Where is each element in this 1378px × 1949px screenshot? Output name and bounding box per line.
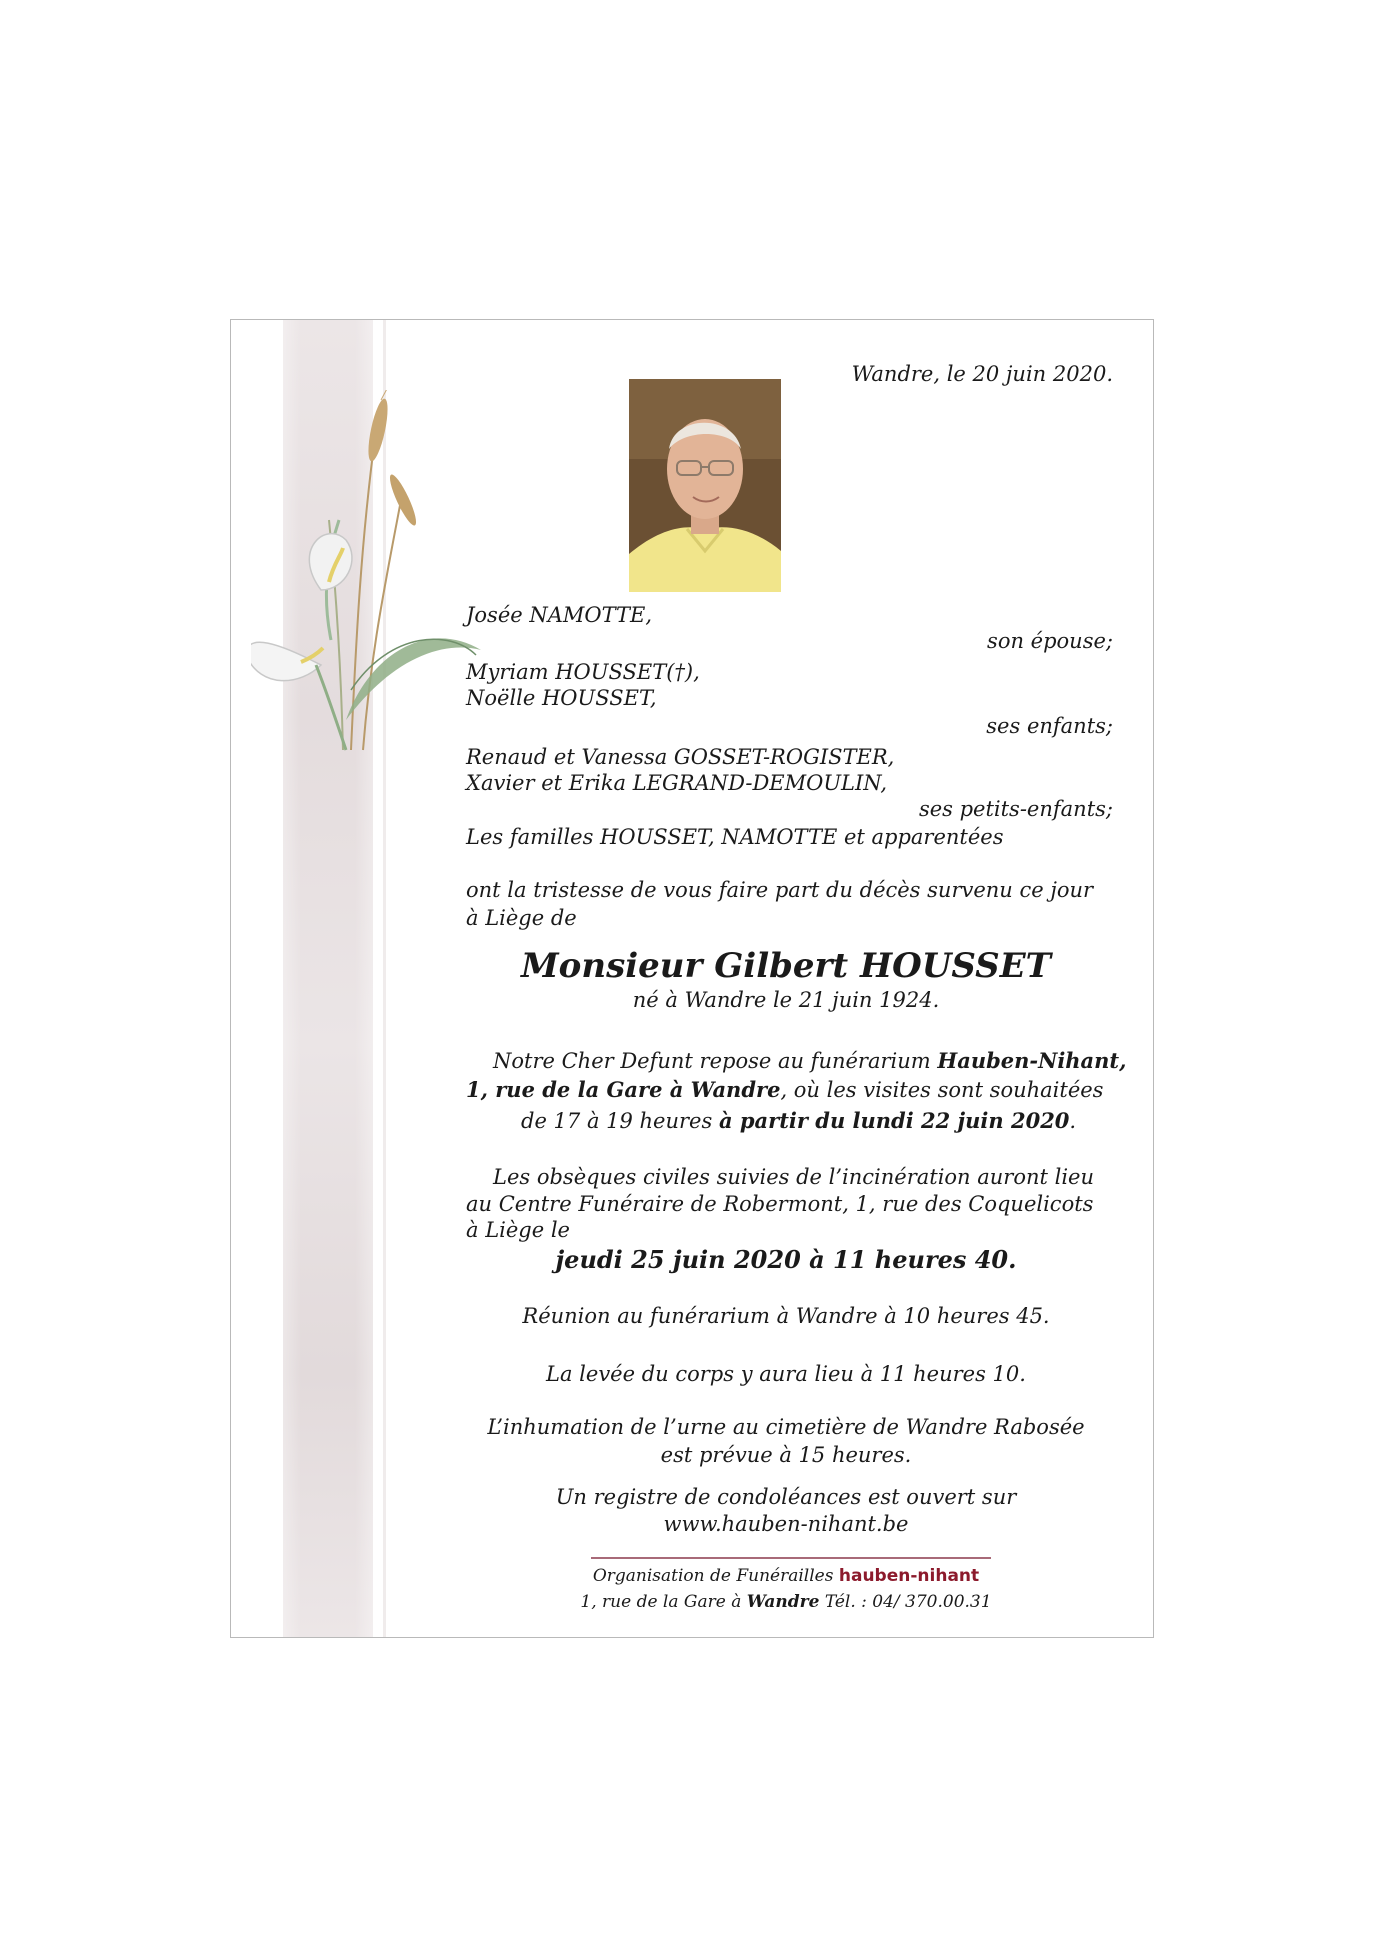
family-grandchild-name: Renaud et Vanessa GOSSET-ROGISTER, xyxy=(466,745,895,769)
reunion-line: Réunion au funérarium à Wandre à 10 heures 45. xyxy=(522,1304,1050,1328)
calla-lily-wheat-illustration xyxy=(251,390,481,760)
deceased-photo xyxy=(629,379,781,592)
date-line: Wandre, le 20 juin 2020. xyxy=(851,362,1113,386)
brand-logo: hauben-nihant xyxy=(838,1566,980,1586)
inhumation-line: L’inhumation de l’urne au cimetière de Wandre Rabosée xyxy=(487,1415,1085,1439)
footer-address: 1, rue de la Gare à Wandre Tél. : 04/ 370.00.31 xyxy=(580,1592,992,1612)
ceremony-date: jeudi 25 juin 2020 à 11 heures 40. xyxy=(555,1245,1017,1274)
family-children-relation: ses enfants; xyxy=(986,714,1113,738)
ceremony-line: au Centre Funéraire de Robermont, 1, rue des Coquelicots xyxy=(466,1192,1094,1216)
family-child-name: Myriam HOUSSET(†), xyxy=(466,660,700,684)
deceased-birth: né à Wandre le 21 juin 1924. xyxy=(632,988,940,1012)
family-relatives: Les familles HOUSSET, NAMOTTE et apparentées xyxy=(466,825,1004,849)
registry-url[interactable]: www.hauben-nihant.be xyxy=(663,1512,909,1536)
visitation-line-2: 1, rue de la Gare à Wandre, où les visites sont souhaitées xyxy=(466,1077,1104,1102)
footer-rule xyxy=(591,1557,991,1559)
family-spouse-relation: son épouse; xyxy=(987,629,1113,653)
family-spouse-name: Josée NAMOTTE, xyxy=(466,603,653,627)
family-child-name: Noëlle HOUSSET, xyxy=(466,686,657,710)
levee-line: La levée du corps y aura lieu à 11 heures 10. xyxy=(546,1362,1026,1386)
footer-organisation: Organisation de Funérailles hauben-nihant xyxy=(592,1566,980,1586)
inhumation-line: est prévue à 15 heures. xyxy=(660,1443,912,1467)
ceremony-line: à Liège le xyxy=(466,1218,570,1242)
announcement-line: à Liège de xyxy=(466,906,577,930)
family-grandchild-name: Xavier et Erika LEGRAND-DEMOULIN, xyxy=(466,771,887,795)
visitation-line-1: Notre Cher Defunt repose au funérarium Hauben-Nihant, xyxy=(493,1048,1127,1073)
announcement-line: ont la tristesse de vous faire part du décès survenu ce jour xyxy=(466,878,1094,902)
deceased-name: Monsieur Gilbert HOUSSET xyxy=(521,946,1051,986)
portrait-illustration xyxy=(629,379,781,592)
obituary-card xyxy=(230,319,1154,1638)
ceremony-line: Les obsèques civiles suivies de l’incinération auront lieu xyxy=(493,1165,1095,1189)
family-grandchildren-relation: ses petits-enfants; xyxy=(918,797,1113,821)
registry-line: Un registre de condoléances est ouvert sur xyxy=(555,1485,1017,1509)
visitation-line-3: de 17 à 19 heures à partir du lundi 22 juin 2020. xyxy=(521,1108,1077,1133)
